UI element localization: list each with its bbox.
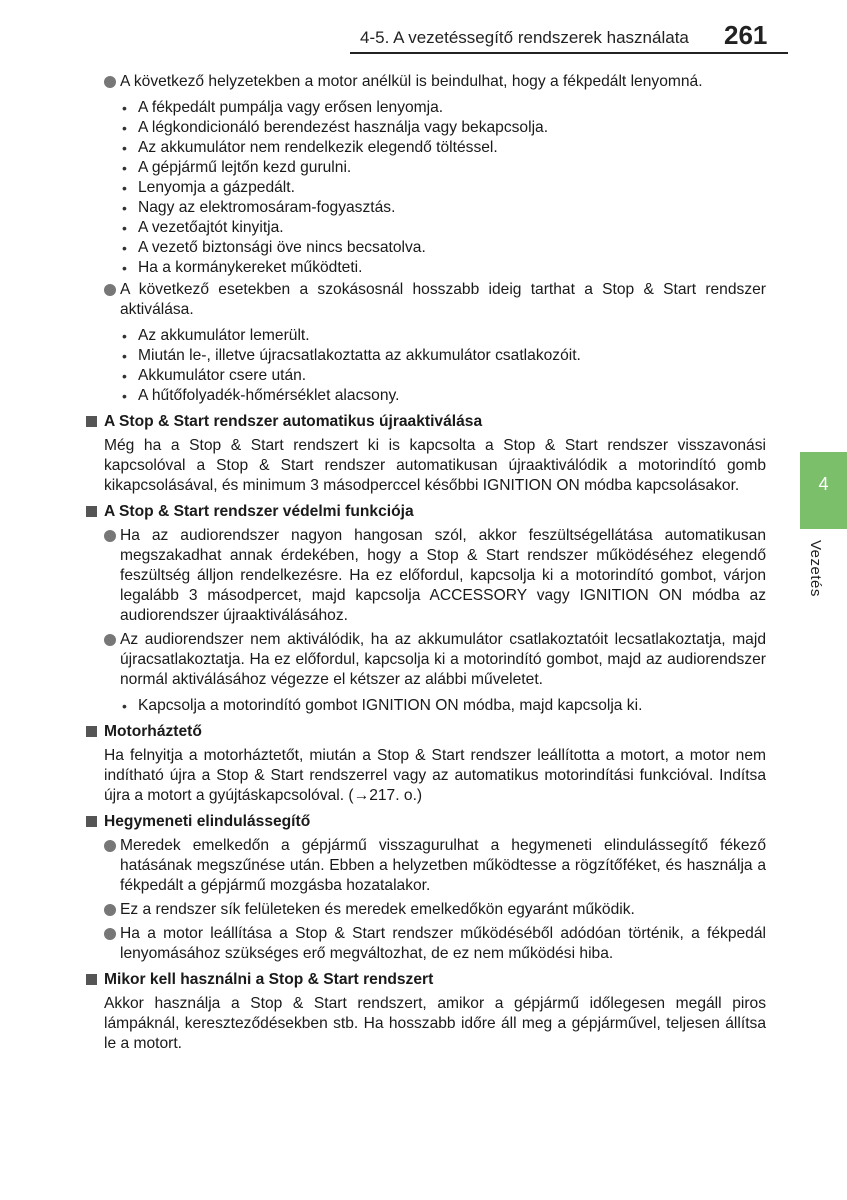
bullet-paragraph bbox=[86, 836, 766, 896]
section-title: Mikor kell használni a Stop & Start rendszert bbox=[104, 971, 434, 988]
sub-list bbox=[86, 696, 766, 716]
list-item-text: A hűtőfolyadék-hőmérséklet alacsony. bbox=[138, 387, 400, 404]
bullet-dot-icon bbox=[104, 904, 116, 916]
sub-list bbox=[86, 98, 766, 278]
list-item-text: A fékpedált pumpálja vagy erősen lenyomja. bbox=[138, 99, 444, 116]
bullet-paragraph bbox=[86, 526, 766, 626]
section-paragraph: Ha felnyitja a motorháztetőt, miután a Stop & Start rendszer leállította a motort, a motor nem indítható újra a Stop & Start rendszerrel vagy az automatikus motorindítási funkcióval. Indítsa újra a motort a gyújtáskapcsolóval. (→217. o.) bbox=[104, 747, 766, 804]
list-item bbox=[86, 326, 766, 346]
section-heading bbox=[86, 412, 766, 432]
bullet-text: Ha a motor leállítása a Stop & Start rendszer működéséből adódóan történik, a fékpedál lenyomásához szükséges erő megváltozhat, de ez nem működési hiba. bbox=[120, 925, 766, 962]
page-number: 261 bbox=[724, 20, 768, 50]
list-item-text: Az akkumulátor nem rendelkezik elegendő töltéssel. bbox=[138, 139, 498, 156]
section-heading bbox=[86, 502, 766, 522]
square-bullet-icon bbox=[86, 726, 97, 737]
bullet-paragraph bbox=[86, 72, 766, 92]
bullet-icon: • bbox=[122, 698, 127, 714]
section-heading bbox=[86, 722, 766, 742]
bullet-icon: • bbox=[122, 328, 127, 344]
list-item-text: Lenyomja a gázpedált. bbox=[138, 179, 295, 196]
square-bullet-icon bbox=[86, 416, 97, 427]
square-bullet-icon bbox=[86, 816, 97, 827]
list-item bbox=[86, 138, 766, 158]
section-title: Hegymeneti elindulássegítő bbox=[104, 813, 311, 830]
list-item-text: A vezető biztonsági öve nincs becsatolva. bbox=[138, 239, 426, 256]
list-item-text: A vezetőajtót kinyitja. bbox=[138, 219, 284, 236]
list-item bbox=[86, 98, 766, 118]
list-item bbox=[86, 198, 766, 218]
bullet-paragraph bbox=[86, 280, 766, 320]
bullet-icon: • bbox=[122, 260, 127, 276]
list-item bbox=[86, 178, 766, 198]
list-item bbox=[86, 218, 766, 238]
list-item bbox=[86, 258, 766, 278]
bullet-text: Meredek emelkedőn a gépjármű visszagurulhat a hegymeneti elindulássegítő fékező hatásának megszűnése után. Ebben a helyzetben működtesse a rögzítőféket, és használja a fékpedált a gépjármű mozgásba hozatalakor. bbox=[120, 837, 766, 894]
header-rule bbox=[350, 52, 788, 54]
list-item bbox=[86, 366, 766, 386]
list-item bbox=[86, 346, 766, 366]
section-heading bbox=[86, 812, 766, 832]
list-item-text: A gépjármű lejtőn kezd gurulni. bbox=[138, 159, 352, 176]
chapter-title: 4-5. A vezetéssegítő rendszerek használata bbox=[360, 28, 689, 47]
bullet-dot-icon bbox=[104, 284, 116, 296]
list-item-text: Akkumulátor csere után. bbox=[138, 367, 307, 384]
bullet-paragraph bbox=[86, 900, 766, 920]
sub-list bbox=[86, 326, 766, 406]
section-title: Motorháztető bbox=[104, 723, 202, 740]
section-paragraph: Akkor használja a Stop & Start rendszert, amikor a gépjármű időlegesen megáll piros lámpáknál, kereszteződésekben stb. Ha hosszabb időre áll meg a gépjárművel, teljesen állítsa le a motort. bbox=[104, 995, 766, 1052]
chapter-tab-number: 4 bbox=[818, 474, 829, 494]
list-item bbox=[86, 158, 766, 178]
bullet-icon: • bbox=[122, 200, 127, 216]
bullet-icon: • bbox=[122, 160, 127, 176]
bullet-icon: • bbox=[122, 368, 127, 384]
list-item bbox=[86, 696, 766, 716]
bullet-text: Az audiorendszer nem aktiválódik, ha az akkumulátor csatlakoztatóit lecsatlakoztatja, majd újracsatlakoztatja. Ha ez előfordul, kapcsolja ki a motorindító gombot, majd az audiorendszer normál aktiválásához végezze el kétszer az alábbi műveletet. bbox=[120, 631, 766, 688]
bullet-icon: • bbox=[122, 180, 127, 196]
section-title: A Stop & Start rendszer automatikus újraaktiválása bbox=[104, 413, 483, 430]
bullet-text: A következő helyzetekben a motor anélkül is beindulhat, hogy a fékpedált lenyomná. bbox=[120, 73, 703, 90]
bullet-icon: • bbox=[122, 140, 127, 156]
bullet-icon: • bbox=[122, 348, 127, 364]
list-item-text: A légkondicionáló berendezést használja vagy bekapcsolja. bbox=[138, 119, 549, 136]
section-title: A Stop & Start rendszer védelmi funkciója bbox=[104, 503, 414, 520]
square-bullet-icon bbox=[86, 506, 97, 517]
bullet-text: Ez a rendszer sík felületeken és meredek emelkedőkön egyaránt működik. bbox=[120, 901, 635, 918]
bullet-icon: • bbox=[122, 120, 127, 136]
bullet-paragraph bbox=[86, 924, 766, 964]
list-item-text: Nagy az elektromosáram-fogyasztás. bbox=[138, 199, 396, 216]
bullet-dot-icon bbox=[104, 840, 116, 852]
bullet-dot-icon bbox=[104, 928, 116, 940]
bullet-icon: • bbox=[122, 240, 127, 256]
section-heading bbox=[86, 970, 766, 990]
bullet-dot-icon bbox=[104, 76, 116, 88]
list-item-text: Az akkumulátor lemerült. bbox=[138, 327, 310, 344]
chapter-tab[interactable] bbox=[800, 452, 847, 529]
bullet-icon: • bbox=[122, 388, 127, 404]
bullet-paragraph bbox=[86, 630, 766, 690]
bullet-text: Ha az audiorendszer nagyon hangosan szól, akkor feszültségellátása automatikusan megszakadhat annak érdekében, hogy a Stop & Start rendszer működéséhez elegendő feszültség álljon rendelkezésre. Ha ez előfordul, kapcsolja ki a motorindító gombot, várjon legalább 3 másodpercet, majd kapcsolja ACCESSORY vagy IGNITION ON módba az audiorendszer újraaktiválásához. bbox=[120, 527, 766, 624]
list-item bbox=[86, 118, 766, 138]
page-header bbox=[0, 0, 847, 60]
square-bullet-icon bbox=[86, 974, 97, 985]
list-item bbox=[86, 386, 766, 406]
bullet-icon: • bbox=[122, 100, 127, 116]
bullet-dot-icon bbox=[104, 530, 116, 542]
chapter-tab-label: Vezetés bbox=[807, 540, 824, 597]
list-item bbox=[86, 238, 766, 258]
list-item-text: Ha a kormánykereket működteti. bbox=[138, 259, 363, 276]
page-content bbox=[86, 72, 766, 1058]
list-item-text: Miután le-, illetve újracsatlakoztatta az akkumulátor csatlakozóit. bbox=[138, 347, 581, 364]
bullet-text: A következő esetekben a szokásosnál hosszabb ideig tarthat a Stop & Start rendszer aktiválása. bbox=[120, 281, 766, 318]
bullet-icon: • bbox=[122, 220, 127, 236]
bullet-dot-icon bbox=[104, 634, 116, 646]
list-item-text: Kapcsolja a motorindító gombot IGNITION ON módba, majd kapcsolja ki. bbox=[138, 697, 643, 714]
section-paragraph: Még ha a Stop & Start rendszert ki is kapcsolta a Stop & Start rendszer visszavonási kapcsolóval a Stop & Start rendszer automatikusan újraaktiválódik a motorindító gomb kikapcsolásával, és minimum 3 másodperccel későbbi IGNITION ON módba kapcsolásakor. bbox=[104, 437, 766, 494]
